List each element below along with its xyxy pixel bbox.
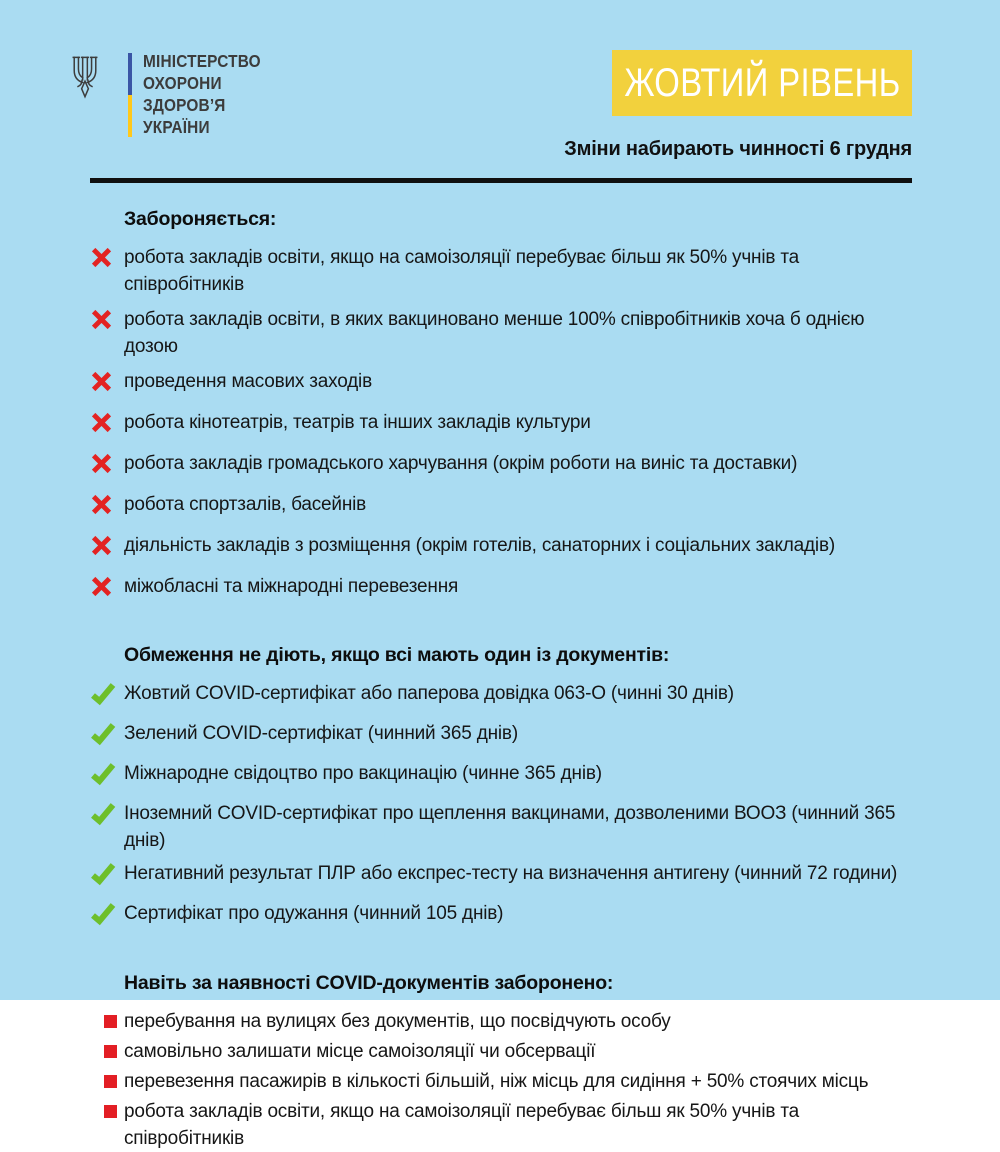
item-text: Негативний результат ПЛР або експрес-тесту на визначення антигену (чинний 72 години)	[124, 863, 898, 884]
ministry-name	[143, 50, 261, 138]
cross-icon	[90, 368, 113, 401]
check-icon	[90, 860, 116, 894]
documents-list	[90, 680, 922, 934]
item-text: проведення масових заходів	[124, 371, 372, 392]
prohibited-list	[90, 244, 922, 606]
check-icon	[90, 720, 116, 754]
list-item	[90, 450, 922, 483]
list-item	[90, 680, 922, 714]
header	[0, 0, 1000, 161]
square-bullet-icon	[104, 1045, 117, 1058]
item-text: робота закладів освіти, якщо на самоізоляції перебуває більш як 50% учнів та співробітників	[124, 247, 799, 295]
section-heading: Забороняється:	[124, 208, 277, 230]
item-text: перевезення пасажирів в кількості більшій, ніж місць для сидіння + 50% стоячих місць	[124, 1071, 869, 1092]
section-always-prohibited	[90, 972, 922, 1152]
ministry-name-line: УКРАЇНИ	[143, 117, 210, 137]
square-bullet-icon	[104, 1015, 117, 1028]
list-item	[90, 900, 922, 934]
section-heading: Обмеження не діють, якщо всі мають один із документів:	[124, 644, 670, 666]
list-item	[90, 306, 922, 360]
list-item	[90, 1008, 922, 1035]
list-item	[90, 1038, 922, 1065]
header-right	[564, 50, 912, 161]
list-item	[90, 860, 922, 894]
flag-bar-icon	[128, 53, 132, 137]
section-documents-exempt	[90, 644, 922, 934]
effective-date-note: Зміни набирають чинності 6 грудня	[564, 138, 912, 160]
check-icon	[90, 760, 116, 794]
item-text: робота спортзалів, басейнів	[124, 494, 367, 515]
check-icon	[90, 680, 116, 714]
list-item	[90, 532, 922, 565]
item-text: перебування на вулицях без документів, що посвідчують особу	[124, 1011, 671, 1032]
item-text: самовільно залишати місце самоізоляції чи обсервації	[124, 1041, 596, 1062]
list-item	[90, 1098, 922, 1152]
section-prohibited	[90, 208, 922, 606]
cross-icon	[90, 450, 113, 483]
ministry-name-line: ОХОРОНИ	[143, 73, 222, 93]
list-item	[90, 491, 922, 524]
section-heading: Навіть за наявності COVID-документів заборонено:	[124, 972, 614, 994]
ministry-name-line: ЗДОРОВ’Я	[143, 95, 226, 115]
cross-icon	[90, 573, 113, 606]
check-icon	[90, 900, 116, 934]
item-text: робота закладів громадського харчування (окрім роботи на виніс та доставки)	[124, 453, 798, 474]
item-text: робота кінотеатрів, театрів та інших закладів культури	[124, 412, 591, 433]
list-item	[90, 573, 922, 606]
item-text: Сертифікат про одужання (чинний 105 днів)	[124, 903, 504, 924]
item-text: робота закладів освіти, якщо на самоізоляції перебуває більш як 50% учнів та співробітників	[124, 1101, 799, 1149]
item-text: Зелений COVID-сертифікат (чинний 365 днів)	[124, 723, 518, 744]
list-item	[90, 800, 922, 854]
item-text: діяльність закладів з розміщення (окрім готелів, санаторних і соціальних закладів)	[124, 535, 835, 556]
level-badge	[612, 50, 912, 116]
cross-icon	[90, 532, 113, 565]
item-text: Жовтий COVID-сертифікат або паперова довідка 063-О (чинні 30 днів)	[124, 683, 734, 704]
item-text: міжобласні та міжнародні перевезення	[124, 576, 459, 597]
square-bullet-icon	[104, 1075, 117, 1088]
list-item	[90, 244, 922, 298]
cross-icon	[90, 491, 113, 524]
level-badge-label: ЖОВТИЙ РІВЕНЬ	[623, 60, 901, 105]
item-text: робота закладів освіти, в яких вакциновано менше 100% співробітників хоча б однією дозою	[124, 309, 865, 357]
list-item	[90, 409, 922, 442]
list-item	[90, 368, 922, 401]
cross-icon	[90, 306, 113, 339]
always-prohibited-list	[90, 1008, 922, 1152]
cross-icon	[90, 244, 113, 277]
square-bullet-icon	[104, 1105, 117, 1118]
list-item	[90, 1068, 922, 1095]
cross-icon	[90, 409, 113, 442]
header-divider	[90, 178, 912, 183]
content	[0, 208, 1000, 1152]
item-text: Міжнародне свідоцтво про вакцинацію (чинне 365 днів)	[124, 763, 602, 784]
list-item	[90, 760, 922, 794]
ministry-name-line: МІНІСТЕРСТВО	[143, 51, 261, 71]
check-icon	[90, 800, 116, 834]
item-text: Іноземний COVID-сертифікат про щеплення вакцинами, дозволеними ВООЗ (чинний 365 днів)	[124, 803, 896, 851]
ministry-logo	[70, 50, 277, 138]
list-item	[90, 720, 922, 754]
tryzub-icon	[70, 54, 100, 105]
